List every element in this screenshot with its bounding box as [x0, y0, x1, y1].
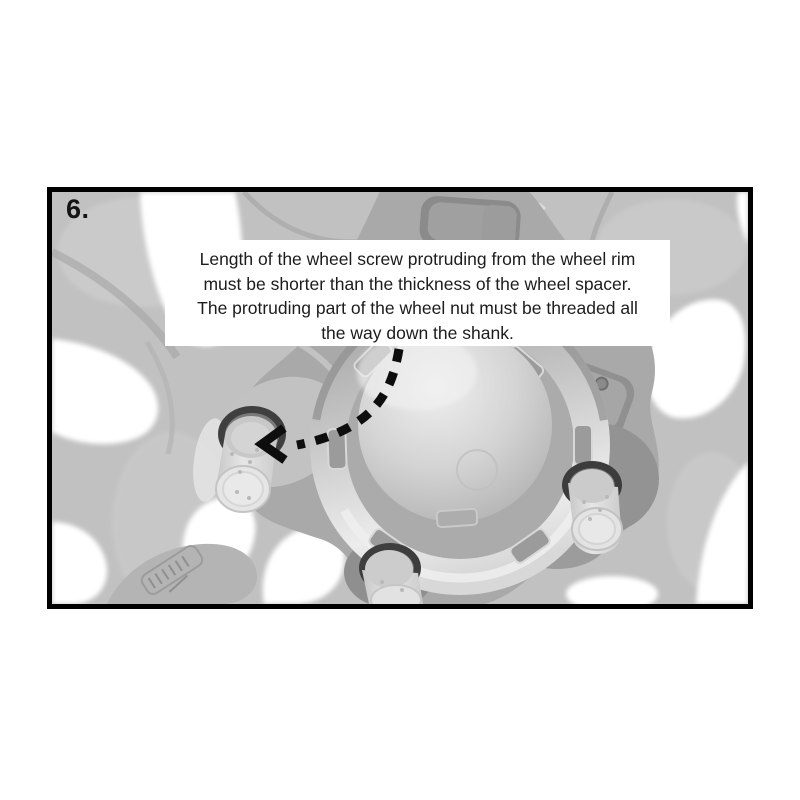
caption-line-2: must be shorter than the thickness of the wheel spacer. — [203, 273, 632, 294]
photo-frame — [47, 187, 753, 609]
step-number: 6. — [66, 194, 90, 224]
caption-box — [165, 240, 670, 346]
caption-line-3: The protruding part of the wheel nut must be threaded all — [197, 298, 638, 318]
wheel-stud-bottom — [359, 543, 423, 604]
caption-line-1: Length of the wheel screw protruding from the wheel rim — [199, 249, 636, 269]
caption-line-4: the way down the shank. — [321, 322, 514, 343]
